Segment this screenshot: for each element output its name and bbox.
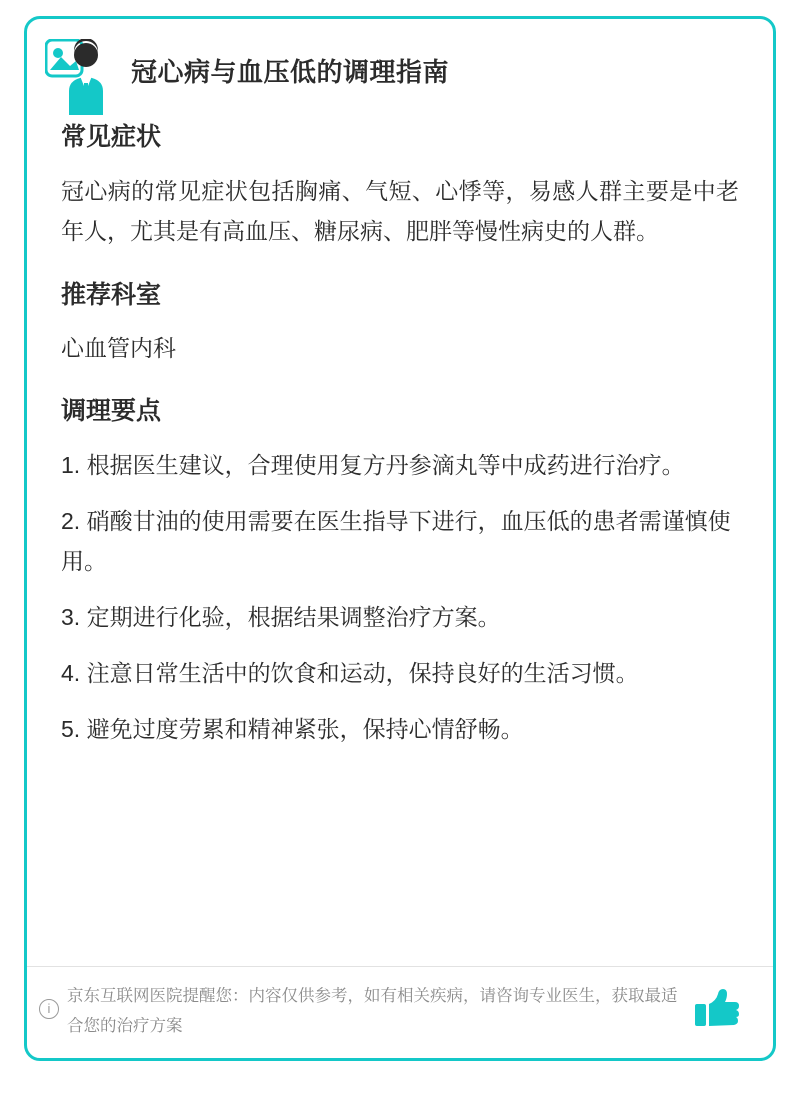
section-body-symptoms: 冠心病的常见症状包括胸痛、气短、心悸等，易感人群主要是中老年人，尤其是有高血压、糖尿病、肥胖等慢性病史的人群。	[61, 178, 739, 244]
list-item: 4. 注意日常生活中的饮食和运动，保持良好的生活习惯。	[61, 660, 639, 686]
tips-list	[61, 445, 739, 749]
list-item: 3. 定期进行化验，根据结果调整治疗方案。	[61, 604, 501, 630]
section-body-department: 心血管内科	[61, 335, 176, 361]
disclaimer-footer	[27, 966, 773, 1058]
section-heading-symptoms: 常见症状	[61, 123, 162, 151]
disclaimer-text: 京东互联网医院提醒您：内容仅供参考，如有相关疾病，请咨询专业医生，获取最适合您的治疗方案	[67, 987, 678, 1035]
thumbs-up-icon[interactable]	[693, 985, 739, 1031]
article-content	[27, 89, 773, 749]
list-item: 5. 避免过度劳累和精神紧张，保持心情舒畅。	[61, 716, 524, 742]
doctor-avatar-icon	[45, 39, 113, 115]
info-icon: i	[39, 999, 59, 1019]
list-item: 1. 根据医生建议，合理使用复方丹参滴丸等中成药进行治疗。	[61, 452, 685, 478]
section-heading-department: 推荐科室	[61, 281, 162, 309]
title-row	[27, 19, 773, 89]
page-title: 冠心病与血压低的调理指南	[131, 57, 450, 87]
article-card	[24, 16, 776, 1061]
section-heading-tips: 调理要点	[61, 397, 162, 425]
list-item: 2. 硝酸甘油的使用需要在医生指导下进行，血压低的患者需谨慎使用。	[61, 508, 731, 574]
